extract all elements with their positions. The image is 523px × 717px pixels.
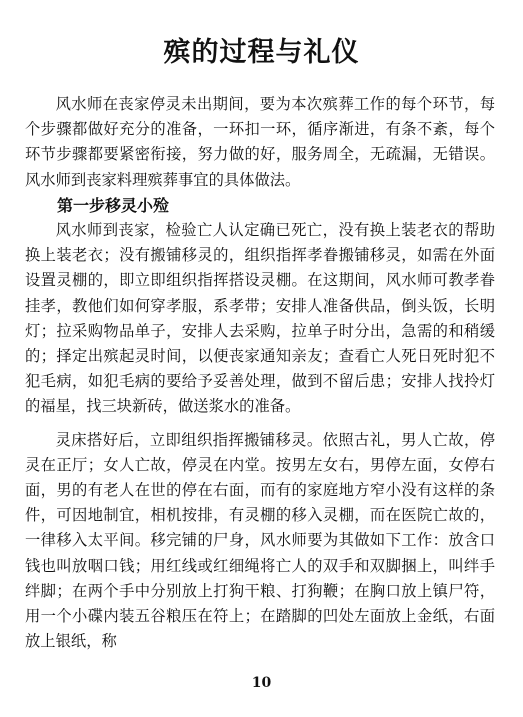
page-number: 10: [251, 675, 272, 691]
page-title: 殡的过程与礼仪: [163, 37, 360, 68]
step-paragraph: 风水师到丧家，检验亡人认定确已死亡，没有换上装老衣的帮助换上装老衣；没有搬铺移灵的，组织指挥孝眷搬铺移灵，如需在外面设置灵棚的，即立即组织指挥搭设灵棚。在这期间，风水师可教孝眷挂孝，教他们如何穿孝服，系孝带；安排人准备供品，倒头饭，长明灯；拉采购物品单子，安排人去采购，拉单子时分出，急需的和稍缓的；择定出殡起灵时间，以便丧家通知亲友；查看亡人死日死时犯不犯毛病，如犯毛病的要给予妥善处理，做到不留后患；安排人找拎灯的福星，找三块新砖，做送浆水的准备。: [25, 221, 495, 416]
section-heading: 第一步移灵小殓: [57, 195, 170, 215]
intro-paragraph: 风水师在丧家停灵未出期间，要为本次殡葬工作的每个环节，每个步骤都做好充分的准备，一环扣一环，循序渐进，有条不紊，每个环节步骤都要紧密衔接，努力做的好，服务周全，无疏漏，无错误。风水师到丧家料理殡葬事宜的具体做法。: [25, 95, 495, 189]
body-text: [25, 92, 495, 654]
second-paragraph: 灵床搭好后，立即组织指挥搬铺移灵。依照古礼，男人亡故，停灵在正厅；女人亡故，停灵在内堂。按男左女右，男停左面，女停右面，男的有老人在世的停在右面，而有的家庭地方窄小没有这样的条件，可因地制宜，相机按排，有灵棚的移入灵棚，而在医院亡故的，一律移入太平间。移完铺的尸身，风水师要为其做如下工作：放含口钱也叫放咽口钱；用红线或红细绳将亡人的双手和双脚捆上，叫绊手绊脚；在两个手中分别放上打狗干粮、打狗鞭；在胸口放上镇尸符，用一个小碟内装五谷粮压在符上；在踏脚的凹处左面放上金纸，右面放上银纸，称: [25, 430, 495, 651]
